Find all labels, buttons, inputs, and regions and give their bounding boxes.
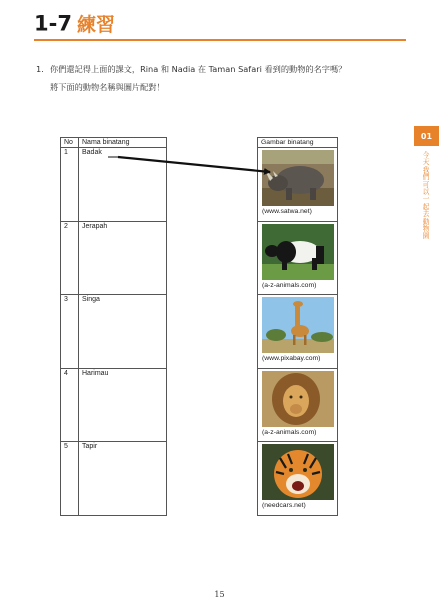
row-number: 5 [61, 442, 79, 516]
row-number: 1 [61, 148, 79, 222]
chapter-tab: 01 [414, 126, 439, 146]
column-header-picture: Gambar binatang [258, 138, 338, 148]
question-line-1: 你們還記得上面的課文，Rina 和 Nadia 在 Taman Safari 看到的動物的名字嗎？ [50, 64, 347, 74]
photo-credit: (www.pixabay.com) [262, 355, 321, 362]
lesson-number: 1-7 [34, 11, 72, 36]
lesson-title: 練習 [76, 14, 115, 36]
row-number: 4 [61, 368, 79, 442]
question-line-2: 將下面的動物名稱與圖片配對！ [50, 82, 165, 92]
animal-name: Jerapah [79, 221, 167, 295]
photo-credit: (www.satwa.net) [262, 208, 312, 215]
column-header-no: No [61, 138, 79, 148]
photo-credit: (needcars.net) [262, 502, 306, 509]
animal-name: Badak [79, 148, 167, 222]
page-number: 15 [214, 590, 225, 599]
row-number: 2 [61, 221, 79, 295]
animal-name: Singa [79, 295, 167, 369]
question-number: 1. [36, 64, 44, 74]
photo-credit: (a-z-animals.com) [262, 281, 317, 289]
animal-name: Harimau [79, 368, 167, 442]
row-number: 3 [61, 295, 79, 369]
photo-credit: (a-z-animals.com) [262, 428, 317, 436]
column-header-name: Nama binatang [79, 138, 167, 148]
animal-name: Tapir [79, 442, 167, 516]
chapter-side-title: 今天我們可以一起去動物園 [422, 151, 430, 241]
